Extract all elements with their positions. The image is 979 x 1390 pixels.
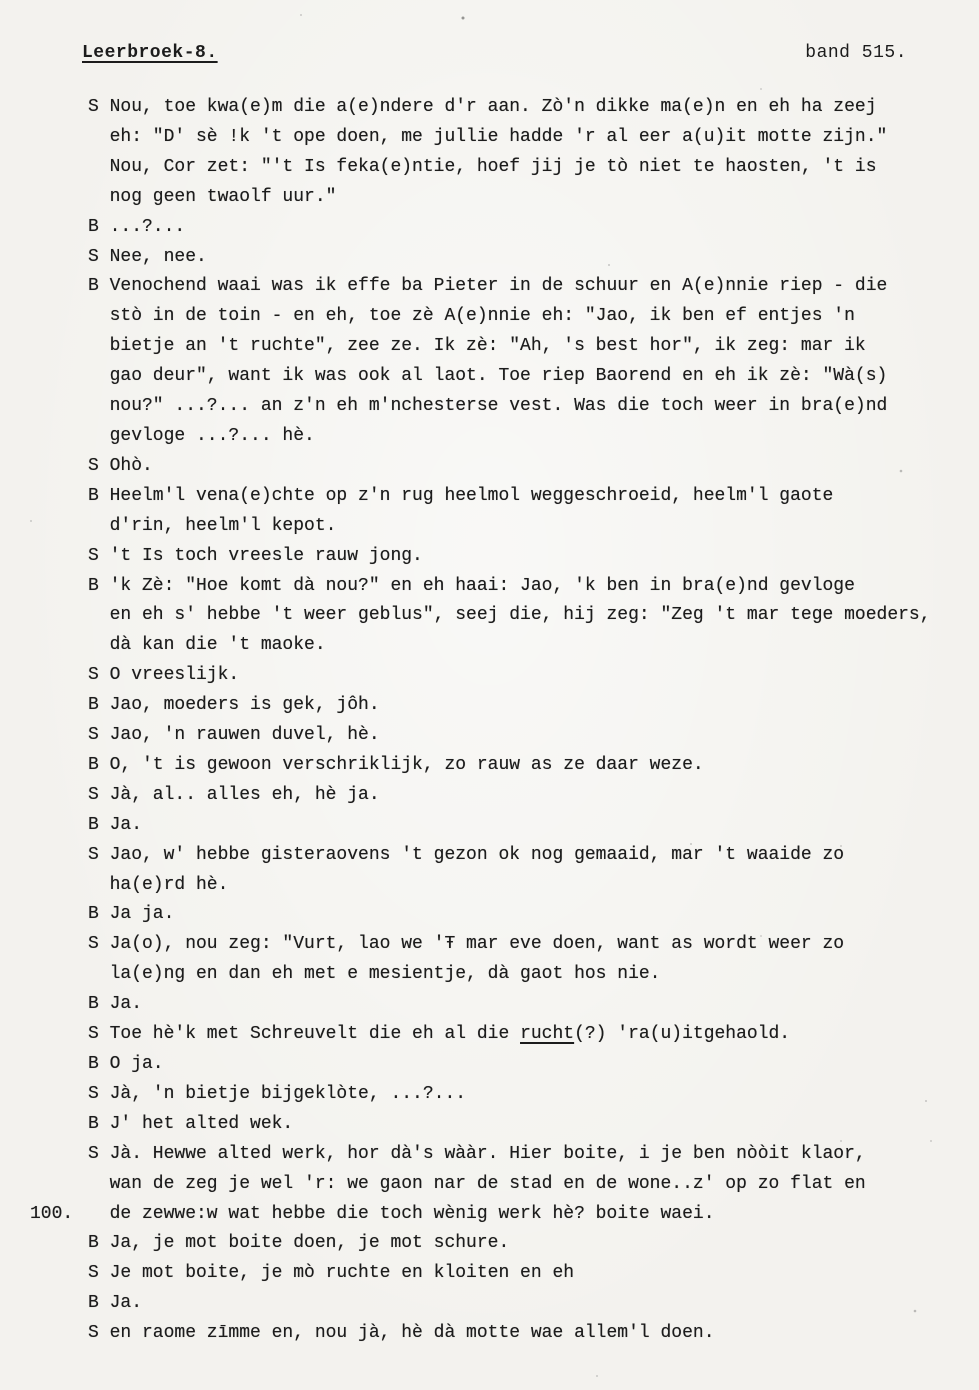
line-text: nou?" ...?... an z'n eh m'nchesterse vest. Was die toch weer in bra(e)nd [109,396,888,417]
speaker-label: S [88,934,99,955]
speaker-label: B [88,1233,99,1254]
line-text [110,1024,791,1044]
dialogue-line [88,811,959,841]
speaker-label: S [88,97,99,117]
dialogue-line [88,1050,959,1080]
speaker-label: S [88,725,99,746]
dialogue-line [88,213,959,243]
dialogue-line [88,960,959,990]
dialogue-line [88,841,959,871]
line-text: la(e)ng en dan eh met e mesientje, dà gaot hos nie. [109,964,661,985]
dialogue-line [88,871,959,901]
line-text: Ja. [109,814,142,835]
dialogue-line [88,572,959,602]
line-text: O vreeslijk. [109,665,240,686]
line-text: ha(e)rd hè. [109,874,229,895]
line-text: en raome zīmme en, nou jà, hè dà motte wae allem'l doen. [109,1323,715,1344]
dialogue-line [88,930,959,960]
dialogue-line [88,1259,959,1289]
speaker-label: B [88,754,99,775]
dialogue-line [88,751,959,781]
dialogue-line [88,1020,959,1050]
speaker-label: S [88,844,99,865]
speaker-label: B [88,1113,99,1134]
line-text: eh: "D' sè !k 't ope doen, me jullie hadde 'r al eer a(u)it motte zijn." [109,126,888,147]
line-text: Ja, je mot boite doen, je mot schure. [109,1233,510,1254]
speaker-label: B [88,216,99,237]
dialogue-line [88,123,959,153]
dialogue-line [88,1110,959,1140]
line-text: de zewwe:w wat hebbe die toch wènig werk hè? boite waei. [109,1203,715,1224]
speaker-label: B [88,1054,99,1074]
underlined-word: rucht [520,1024,575,1045]
dialogue-line [88,990,959,1020]
dialogue-line [88,452,959,482]
speaker-label: S [88,455,99,476]
line-text: O ja. [109,1054,164,1074]
line-text: Jao, w' hebbe gisteraovens 't gezon ok nog gemaaid, mar 't waaide zo [109,844,845,865]
line-text: Ohò. [109,455,153,476]
dialogue-line [88,512,959,542]
line-text: Venochend waai was ik effe ba Pieter in de schuur en A(e)nnie riep - die [109,276,888,297]
line-text: O, 't is gewoon verschriklijk, zo rauw as ze daar weze. [109,754,704,775]
speaker-label: B [88,575,99,596]
line-text: en eh s' hebbe 't weer geblus", seej die, hij zeg: "Zeg 't mar tege moeders, [109,605,931,626]
line-text: dà kan die 't maoke. [109,635,326,656]
speaker-label: S [88,545,99,566]
line-text: wan de zeg je wel 'r: we gaon nar de stad en de wone..z' op zo flat en [109,1173,866,1194]
line-text: Je mot boite, je mò ruchte en kloiten en eh [109,1263,575,1284]
dialogue-line [88,661,959,691]
text-segment: (?) 'ra(u)itgehaold. [574,1024,791,1045]
dialogue-line [88,362,959,392]
dialogue-line [88,900,959,930]
dialogue-line [88,1319,959,1349]
text-segment: Toe hè'k met Schreuvelt die eh al die [109,1024,521,1045]
dialogue-line [88,272,959,302]
line-text: Ja(o), nou zeg: "Vurt, lao we 'Ŧ mar eve doen, want as wordt weer zo [109,934,845,955]
line-text: Jà, 'n bietje bijgeklòte, ...?... [109,1083,467,1104]
dialogue-line [88,631,959,661]
line-text: Nou, toe kwa(e)m die a(e)ndere d'r aan. Zò'n dikke ma(e)n en eh ha zeej [109,97,877,117]
speaker-label: B [88,695,99,716]
dialogue-line [30,1200,959,1230]
speaker-label: B [88,904,99,925]
line-text: nog geen twaolf uur." [109,186,337,207]
dialogue-line [88,691,959,721]
line-text: stò in de toin - en eh, toe zè A(e)nnie eh: "Jao, ik ben ef entjes 'n [109,306,855,327]
line-text: J' het alted wek. [109,1113,294,1134]
dialogue-line [88,781,959,811]
line-text: Ja ja. [109,904,175,925]
line-text: Jao, moeders is gek, jôh. [109,695,380,716]
speaker-label: S [88,1323,99,1344]
document-title: Leerbroek-8. [82,43,218,63]
speaker-label: S [88,246,99,267]
dialogue-line [88,1289,959,1319]
line-text: Nee, nee. [109,246,207,267]
dialogue-line [88,302,959,332]
line-text: Jà, al.. alles eh, hè ja. [109,784,380,805]
dialogue-line [88,1229,959,1259]
line-text: Ja. [109,1293,142,1314]
line-text: Jao, 'n rauwen duvel, hè. [109,725,380,746]
dialogue-line [88,332,959,362]
speaker-label: B [88,814,99,835]
line-text: Heelm'l vena(e)chte op z'n rug heelmol weggeschroeid, heelm'l gaote [109,485,834,506]
line-text: Jà. Hewwe alted werk, hor dà's wààr. Hier boite, i je ben nòòit klaor, [109,1143,866,1164]
speaker-label: S [88,1024,99,1045]
speaker-label: B [88,1293,99,1314]
dialogue-line [88,601,959,631]
line-text: Nou, Cor zet: "'t Is feka(e)ntie, hoef jij je tò niet te haosten, 't is [109,156,877,177]
speaker-label: B [88,276,99,297]
dialogue [30,93,959,1349]
line-text: bietje an 't ruchte", zee ze. Ik zè: "Ah, 's best hor", ik zeg: mar ik [109,336,866,357]
line-text: gao deur", want ik was ook al laot. Toe riep Baorend en eh ik zè: "Wà(s) [109,366,888,387]
dialogue-line [88,721,959,751]
dialogue-line [88,422,959,452]
dialogue-line [88,1170,959,1200]
speaker-label: S [88,1263,99,1284]
dialogue-line [88,243,959,273]
line-number-margin: 100. [30,1203,74,1224]
speaker-label: S [88,784,99,805]
dialogue-line [88,482,959,512]
speaker-label: S [88,1083,99,1104]
speaker-label: B [88,994,99,1015]
dialogue-line [88,392,959,422]
dialogue-line [88,1080,959,1110]
line-text: gevloge ...?... hè. [109,425,315,446]
dialogue-line [88,93,959,123]
dialogue-line [88,153,959,183]
line-text: 't Is toch vreesle rauw jong. [109,545,423,566]
line-text: ...?... [109,216,186,237]
band-number: band 515. [805,43,907,63]
dialogue-line [88,1140,959,1170]
speaker-label: B [88,485,99,506]
speaker-label: S [88,665,99,686]
speaker-label: S [88,1143,99,1164]
dialogue-line [88,542,959,572]
line-text: d'rin, heelm'l kepot. [109,515,337,536]
page-header [82,42,907,64]
dialogue-line [88,183,959,213]
line-text: Ja. [109,994,142,1015]
line-text: 'k Zè: "Hoe komt dà nou?" en eh haai: Jao, 'k ben in bra(e)nd gevloge [109,575,855,596]
